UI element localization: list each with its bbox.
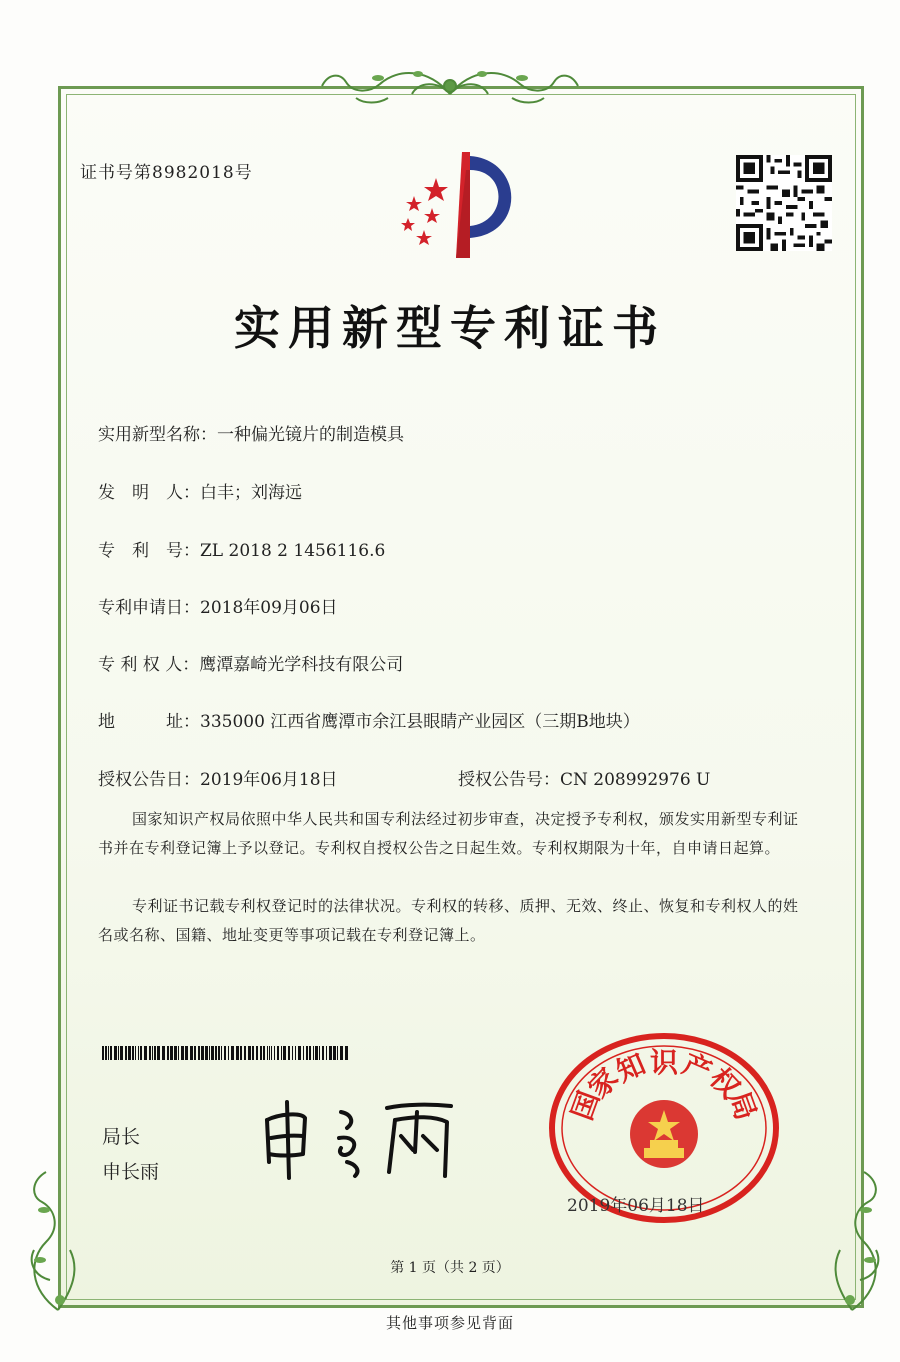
field-value: 2019年06月18日 <box>200 770 338 790</box>
field-label: 授权公告号： <box>458 770 560 790</box>
field-grant-date <box>98 765 338 790</box>
barcode-icon <box>102 1046 348 1060</box>
certificate-title: 实用新型专利证书 <box>234 301 666 355</box>
field-value: ZL 2018 2 1456116.6 <box>200 541 386 561</box>
field-value: 一种偏光镜片的制造模具 <box>217 425 404 445</box>
field-label: 地 址： <box>98 712 200 732</box>
field-patent-number <box>98 536 385 561</box>
director-title: 局长 <box>102 1126 141 1148</box>
field-value: 鹰潭嘉崎光学科技有限公司 <box>199 655 404 675</box>
seal-char: 国 <box>565 1086 606 1125</box>
bottom-right-ornament <box>800 1150 890 1320</box>
field-value: 335000 江西省鹰潭市余江县眼睛产业园区（三期B地块） <box>200 712 640 732</box>
field-label: 实用新型名称： <box>98 425 217 445</box>
field-value: 白丰；刘海远 <box>200 483 302 503</box>
field-value: CN 208992976 U <box>560 770 711 790</box>
top-ornament <box>318 64 582 108</box>
seal-char: 权 <box>703 1061 747 1105</box>
page-number: 第 1 页（共 2 页） <box>390 1260 510 1276</box>
paragraph-grant-statement: 国家知识产权局依照中华人民共和国专利法经过初步审查，决定授予专利权，颁发实用新型专利证书并在专利登记簿上予以登记。专利权自授权公告之日起生效。专利权期限为十年，自申请日起算。 <box>98 810 799 857</box>
seal-char: 产 <box>677 1047 717 1089</box>
seal-date: 2019年06月18日 <box>567 1196 705 1216</box>
field-utility-model-name <box>98 420 404 445</box>
field-inventor <box>98 478 302 503</box>
field-label: 授权公告日： <box>98 770 200 790</box>
seal-char: 家 <box>581 1061 625 1105</box>
field-label: 专 利 权 人： <box>98 655 200 675</box>
director-signature-icon <box>255 1092 465 1182</box>
seal-char: 知 <box>611 1047 651 1089</box>
seal-char: 局 <box>722 1086 763 1125</box>
field-grant-number <box>458 765 710 790</box>
director-name: 申长雨 <box>102 1161 160 1183</box>
field-label: 发 明 人： <box>98 483 200 503</box>
cnipa-logo-icon <box>384 146 524 264</box>
bottom-left-ornament <box>20 1150 110 1320</box>
seal-char: 识 <box>649 1046 679 1079</box>
field-label: 专 利 号： <box>98 541 200 561</box>
field-label: 专利申请日： <box>98 598 200 618</box>
field-patentee <box>98 650 403 675</box>
field-filing-date <box>98 593 338 618</box>
footer-note: 其他事项参见背面 <box>385 1314 514 1332</box>
paragraph-legal-status: 专利证书记载专利权登记时的法律状况。专利权的转移、质押、无效、终止、恢复和专利权人的姓名或名称、国籍、地址变更等事项记载在专利登记簿上。 <box>98 897 799 944</box>
field-value: 2018年09月06日 <box>200 598 338 618</box>
field-address <box>98 707 640 732</box>
qr-code-icon <box>736 155 832 251</box>
certificate-number: 证书号第8982018号 <box>80 163 253 183</box>
